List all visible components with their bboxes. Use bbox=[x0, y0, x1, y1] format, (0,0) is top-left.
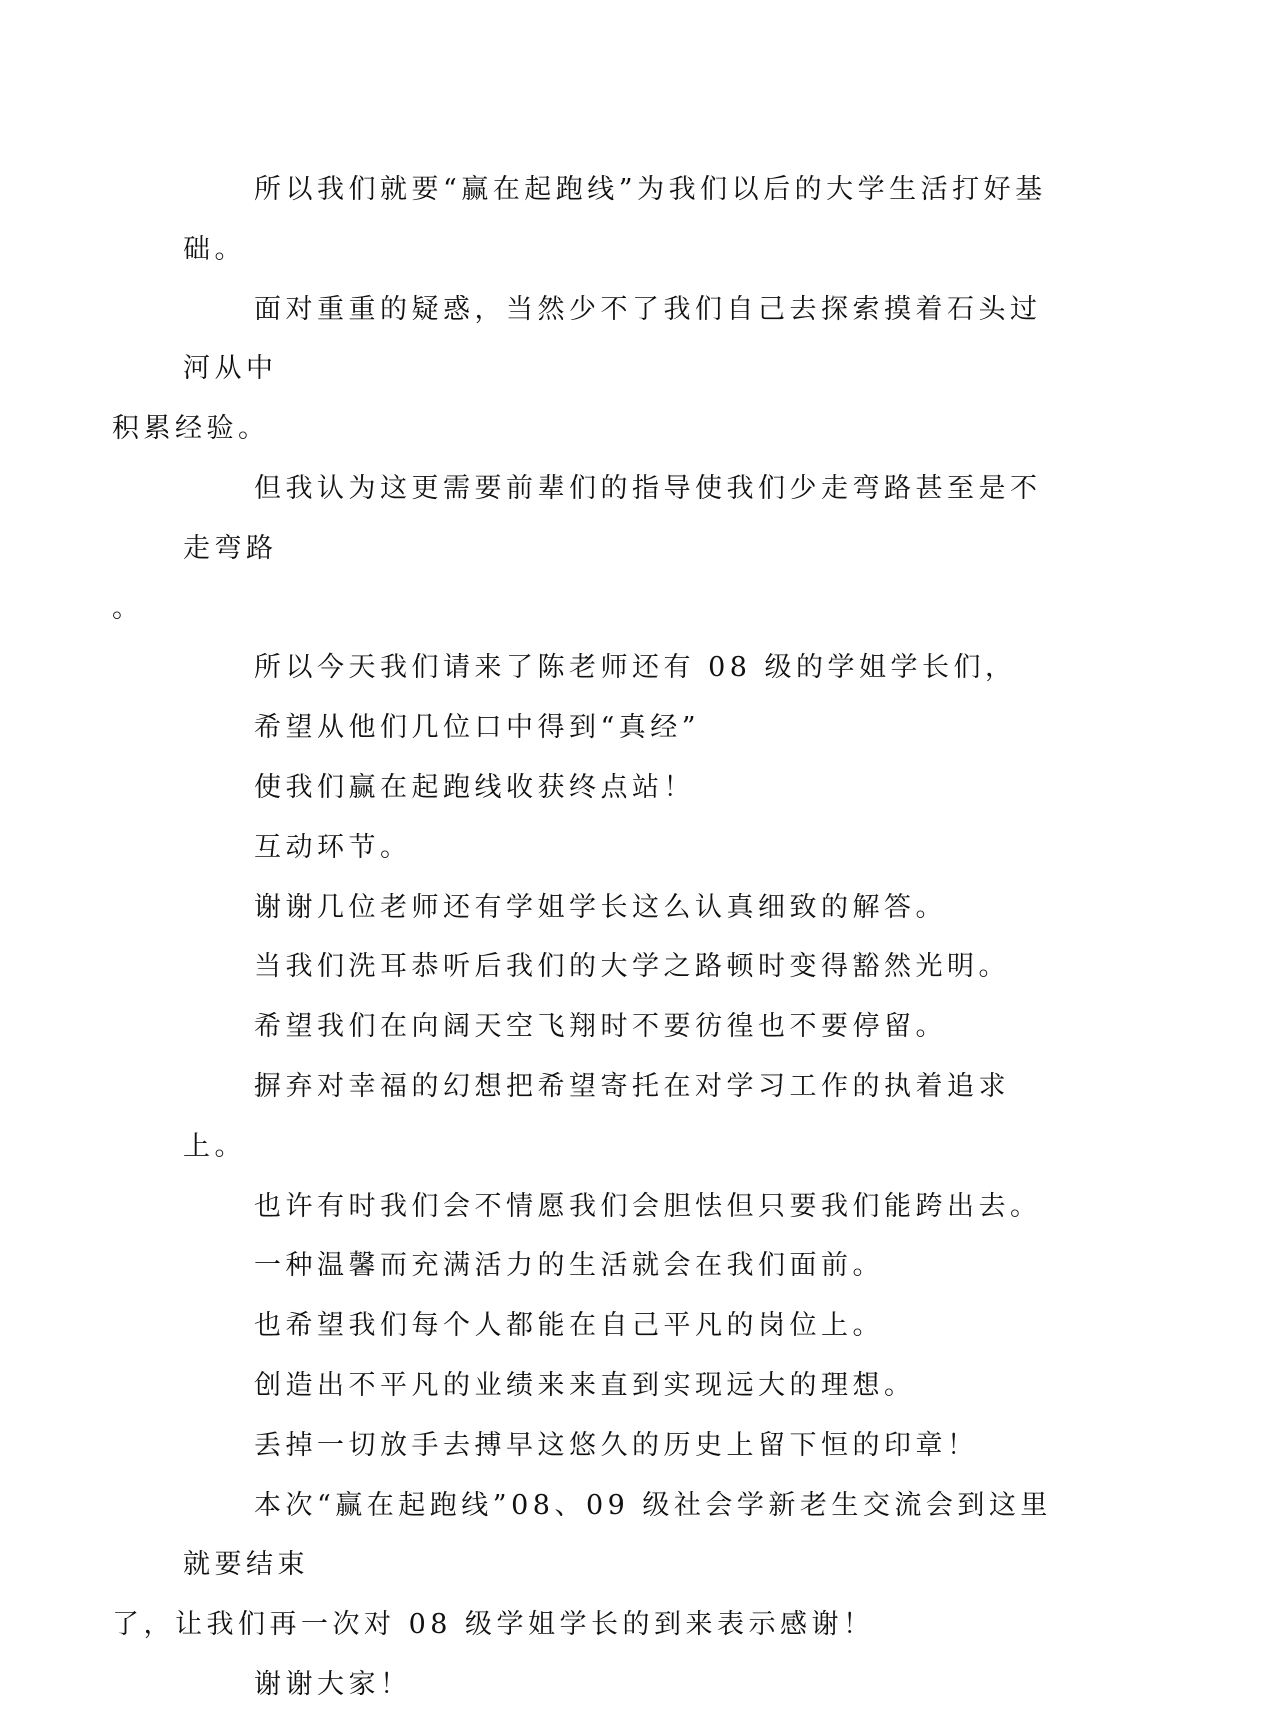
text-line: 面对重重的疑惑，当然少不了我们自己去探索摸着石头过河从中 bbox=[183, 293, 1042, 385]
text-line: 所以我们就要“赢在起跑线”为我们以后的大学生活打好基础。 bbox=[183, 174, 1047, 265]
paragraph bbox=[183, 1655, 1063, 1715]
paragraph bbox=[112, 459, 1063, 638]
text-line: 希望我们在向阔天空飞翔时不要彷徨也不要停留。 bbox=[254, 1011, 947, 1043]
document-body bbox=[112, 160, 1063, 1715]
paragraph bbox=[183, 997, 1063, 1057]
paragraph bbox=[112, 1476, 1063, 1655]
paragraph bbox=[183, 1356, 1063, 1416]
text-line: 积累经验。 bbox=[112, 413, 270, 445]
text-line: 丢掉一切放手去搏早这悠久的历史上留下恒的印章！ bbox=[254, 1429, 979, 1461]
paragraph bbox=[183, 1177, 1063, 1237]
text-line: 一种温馨而充满活力的生活就会在我们面前。 bbox=[254, 1250, 884, 1282]
paragraph bbox=[183, 1416, 1063, 1476]
text-line: 创造出不平凡的业绩来来直到实现远大的理想。 bbox=[254, 1369, 916, 1401]
text-line: 当我们洗耳恭听后我们的大学之路顿时变得豁然光明。 bbox=[254, 951, 1010, 983]
text-line: 。 bbox=[112, 592, 144, 624]
text-line: 谢谢大家！ bbox=[254, 1668, 412, 1700]
text-line: 谢谢几位老师还有学姐学长这么认真细致的解答。 bbox=[254, 891, 947, 923]
paragraph bbox=[183, 638, 1063, 698]
text-line: 也希望我们每个人都能在自己平凡的岗位上。 bbox=[254, 1310, 884, 1342]
text-line: 本次“赢在起跑线”08、09 级社会学新老生交流会到这里就要结束 bbox=[183, 1489, 1052, 1581]
paragraph bbox=[112, 280, 1063, 459]
paragraph bbox=[183, 818, 1063, 878]
paragraph bbox=[183, 160, 1063, 280]
text-line: 但我认为这更需要前辈们的指导使我们少走弯路甚至是不走弯路 bbox=[183, 472, 1042, 564]
paragraph bbox=[183, 1057, 1063, 1177]
text-line: 了，让我们再一次对 08 级学姐学长的到来表示感谢！ bbox=[112, 1609, 875, 1641]
paragraph bbox=[183, 1236, 1063, 1296]
paragraph bbox=[183, 698, 1063, 758]
text-line: 所以今天我们请来了陈老师还有 08 级的学姐学长们， bbox=[254, 652, 1017, 684]
text-line: 希望从他们几位口中得到“真经” bbox=[254, 712, 701, 744]
paragraph bbox=[183, 758, 1063, 818]
text-line: 互动环节。 bbox=[254, 831, 412, 863]
paragraph bbox=[183, 878, 1063, 938]
paragraph bbox=[183, 937, 1063, 997]
text-line: 摒弃对幸福的幻想把希望寄托在对学习工作的执着追求上。 bbox=[183, 1070, 1010, 1162]
text-line: 也许有时我们会不情愿我们会胆怯但只要我们能跨出去。 bbox=[254, 1190, 1042, 1222]
paragraph bbox=[183, 1296, 1063, 1356]
text-line: 使我们赢在起跑线收获终点站！ bbox=[254, 771, 695, 803]
